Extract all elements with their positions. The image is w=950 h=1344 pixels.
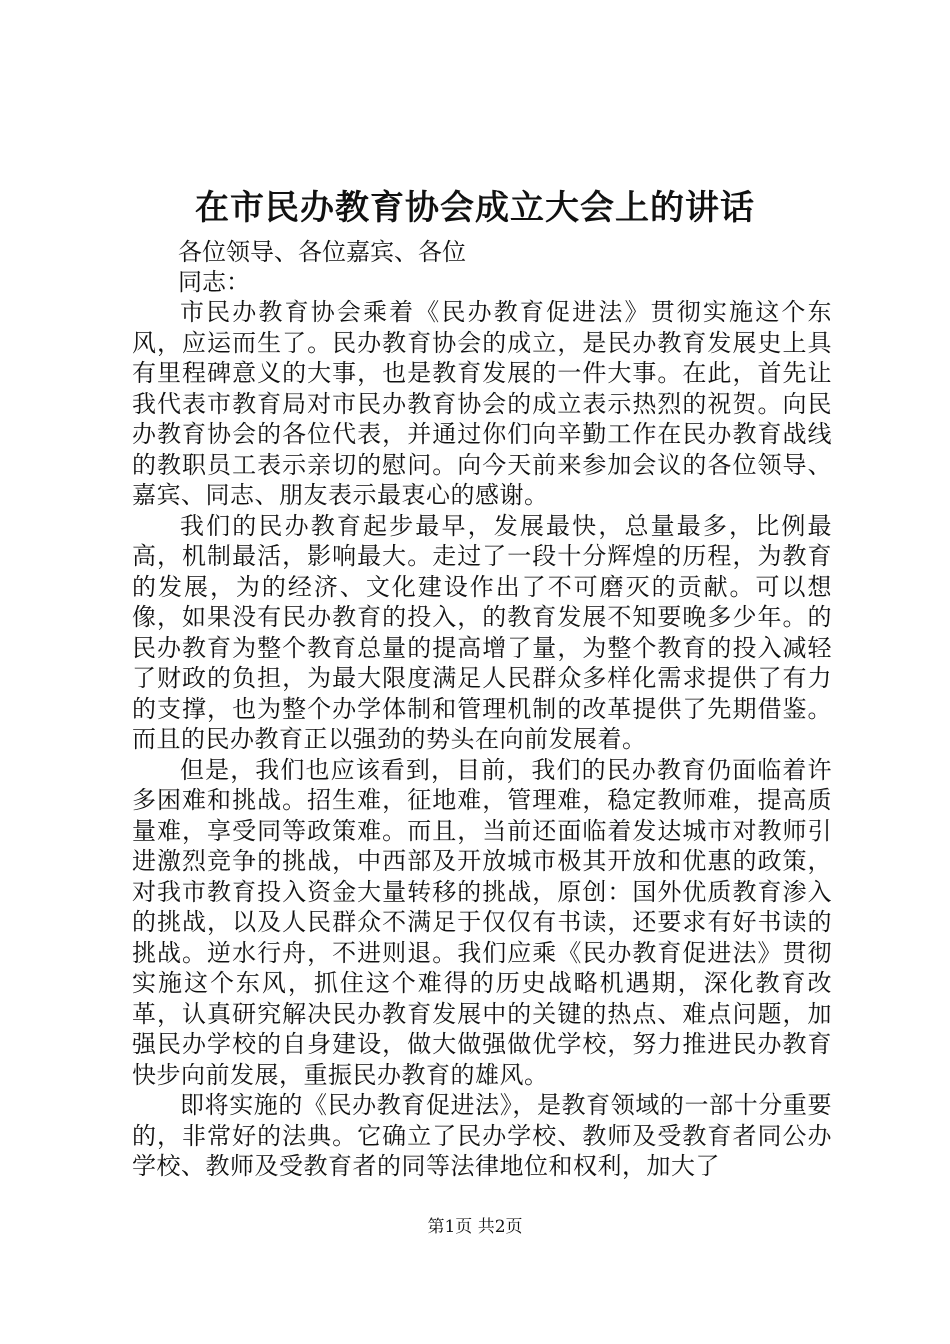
paragraph-2: 我们的民办教育起步最早，发展最快，总量最多，比例最高，机制最活，影响最大。走过了一段十分辉煌的历程，为教育的发展，为的经济、文化建设作出了不可磨灭的贡献。可以想像，如果没有民办教育的投入，的教育发展不知要晚多少年。的民办教育为整个教育总量的提高增了量，为整个教育的投入减轻了财政的负担，为最大限度满足人民群众多样化需求提供了有力的支撑，也为整个办学体制和管理机制的改革提供了先期借鉴。而且的民办教育正以强劲的势头在向前发展着。 — [132, 511, 832, 753]
document-title: 在市民办教育协会成立大会上的讲话 — [195, 188, 755, 228]
paragraph-3: 但是，我们也应该看到，目前，我们的民办教育仍面临着许多困难和挑战。招生难，征地难，管理难，稳定教师难，提高质量难，享受同等政策难。而且，当前还面临着发达城市对教师引进激烈竞争的挑战，中西部及开放城市极其开放和优惠的政策，对我市教育投入资金大量转移的挑战，原创：国外优质教育渗入的挑战，以及人民群众不满足于仅仅有书读，还要求有好书读的挑战。逆水行舟，不进则退。我们应乘《民办教育促进法》贯彻实施这个东风，抓住这个难得的历史战略机遇期，深化教育改革，认真研究解决民办教育发展中的关键的热点、难点问题，加强民办学校的自身建设，做大做强做优学校，努力推进民办教育快步向前发展，重振民办教育的雄风。 — [132, 755, 832, 1089]
document-body — [132, 297, 832, 1182]
paragraph-1: 市民办教育协会乘着《民办教育促进法》贯彻实施这个东风，应运而生了。民办教育协会的成立，是民办教育发展史上具有里程碑意义的大事，也是教育发展的一件大事。在此，首先让我代表市教育局对市民办教育协会的成立表示热烈的祝贺。向民办教育协会的各位代表，并通过你们向辛勤工作在民办教育战线的教职员工表示亲切的慰问。向今天前来参加会议的各位领导、嘉宾、同志、朋友表示最衷心的感谢。 — [132, 298, 832, 509]
salutation-line-1: 各位领导、各位嘉宾、各位 — [178, 238, 466, 266]
paragraph-4: 即将实施的《民办教育促进法》，是教育领域的一部十分重要的，非常好的法典。它确立了民办学校、教师及受教育者同公办学校、教师及受教育者的同等法律地位和权利，加大了 — [132, 1091, 832, 1180]
salutation-line-2: 同志： — [178, 268, 250, 296]
page-footer: 第1页 共2页 — [427, 1217, 523, 1237]
